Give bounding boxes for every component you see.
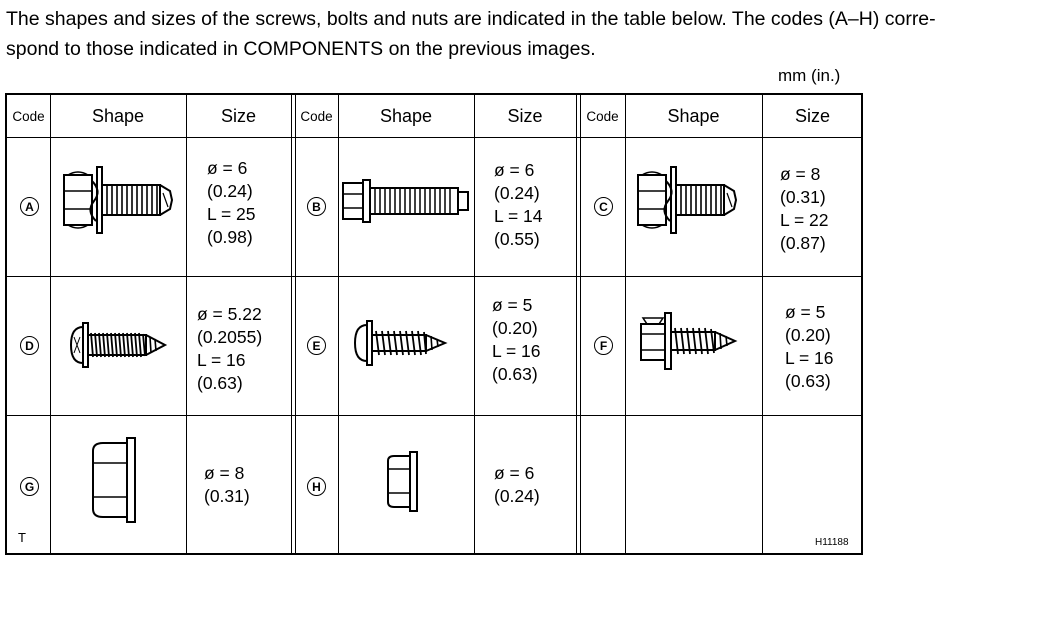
pan-tapping-screw-icon	[351, 317, 466, 369]
size-e: ø = 5 (0.20) L = 16 (0.63)	[492, 295, 541, 384]
t-mark: T	[18, 530, 26, 545]
size-b: ø = 6 (0.24) L = 14 (0.55)	[494, 160, 543, 249]
header-shape-3: Shape	[667, 105, 720, 126]
size-d: ø = 5.22 (0.2055) L = 16 (0.63)	[197, 304, 263, 393]
pan-tapping-screw-icon	[67, 319, 182, 371]
code-badge-c: C	[594, 197, 613, 216]
header-code-3: Code	[586, 108, 619, 124]
hex-washer-bolt-icon	[634, 161, 759, 241]
header-size-2: Size	[507, 105, 543, 126]
header-size-1: Size	[220, 105, 256, 126]
size-c: ø = 8 (0.31) L = 22 (0.87)	[780, 164, 829, 253]
header-code-2: Code	[300, 108, 333, 124]
code-badge-a: A	[20, 197, 39, 216]
intro-line-1: The shapes and sizes of the screws, bolts and nuts are indicated in the table below. The codes (A–H) corre-	[6, 8, 936, 30]
header-shape-1: Shape	[91, 105, 145, 126]
unit-label: mm (in.)	[778, 66, 841, 85]
size-a: ø = 6 (0.24) L = 25 (0.98)	[207, 158, 256, 247]
code-badge-d: D	[20, 336, 39, 355]
flange-nut-icon	[89, 437, 149, 523]
intro-text	[6, 4, 1052, 64]
code-badge-g: G	[20, 477, 39, 496]
figure-reference: H11188	[815, 537, 849, 548]
size-g: ø = 8 (0.31)	[204, 463, 250, 506]
flange-bolt-icon	[340, 179, 475, 223]
code-badge-f: F	[594, 336, 613, 355]
size-f: ø = 5 (0.20) L = 16 (0.63)	[785, 302, 834, 391]
intro-line-2: spond to those indicated in COMPONENTS on the previous images.	[6, 38, 596, 60]
header-size-3: Size	[794, 105, 830, 126]
code-badge-b: B	[307, 197, 326, 216]
header-code-1: Code	[12, 108, 45, 124]
code-badge-h: H	[307, 477, 326, 496]
hex-tapping-screw-icon	[637, 310, 752, 372]
flange-nut-icon	[384, 451, 424, 513]
size-h: ø = 6 (0.24)	[494, 463, 540, 506]
hex-washer-bolt-icon	[60, 161, 185, 241]
header-shape-2: Shape	[379, 105, 433, 126]
code-badge-e: E	[307, 336, 326, 355]
fastener-table	[5, 93, 863, 555]
